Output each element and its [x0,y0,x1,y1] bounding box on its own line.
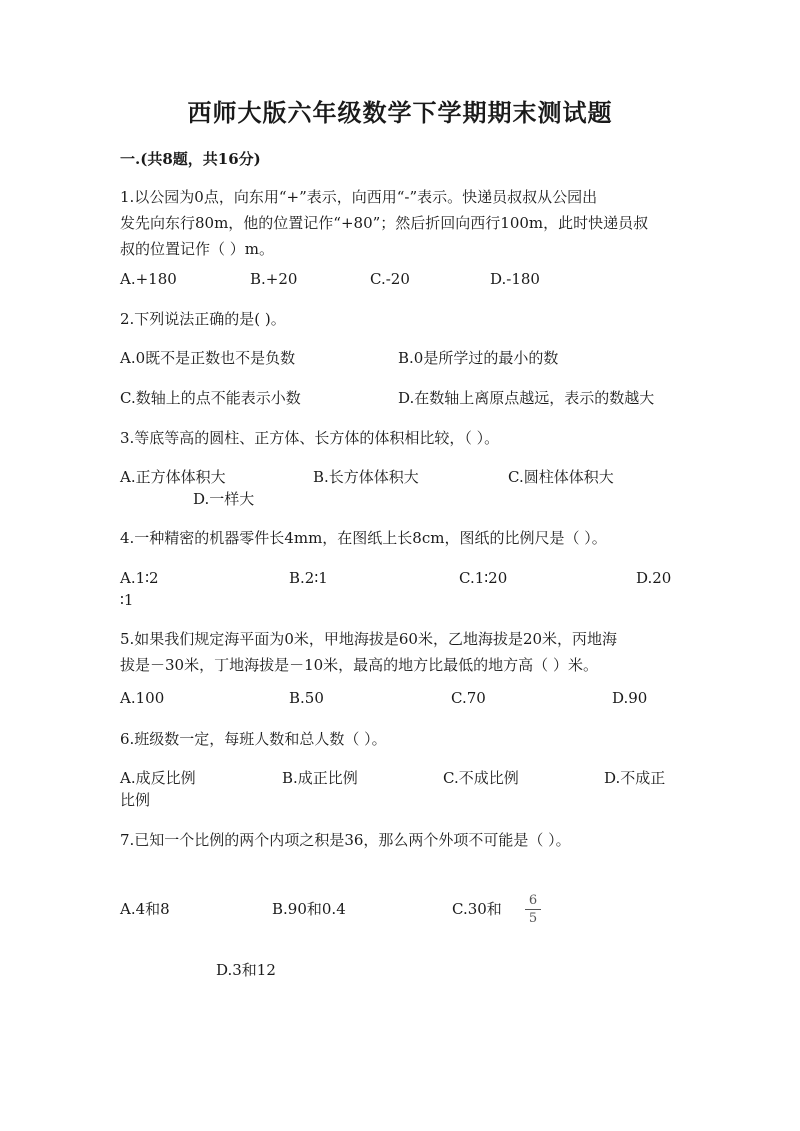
option-a: A.成反比例 [120,769,196,787]
option-b: B.50 [289,689,324,707]
option-d-continued: ∶1 [120,591,134,609]
option-d: D.一样大 [193,490,255,508]
question-line: 6.班级数一定，每班人数和总人数（ ）。 [120,730,387,748]
question-line: 2.下列说法正确的是( )。 [120,310,286,328]
question-line: 3.等底等高的圆柱、正方体、长方体的体积相比较，（ ）。 [120,429,500,447]
question-4 [120,525,607,551]
option-b: B.+20 [250,270,298,288]
option-b: B.0是所学过的最小的数 [398,349,559,367]
option-c: C.70 [451,689,486,707]
question-5 [120,626,617,678]
option-c: C.不成比例 [443,769,519,787]
option-b: B.90和0.4 [272,900,346,918]
option-d: D.90 [612,689,648,707]
option-c: C.1∶20 [459,569,508,587]
option-d: D.不成正 [604,769,666,787]
section-heading: 一.(共8题，共16分) [120,150,261,168]
option-b: B.成正比例 [282,769,358,787]
option-a: A.4和8 [120,900,170,918]
question-7 [120,827,571,853]
option-b: B.长方体体积大 [313,468,419,486]
option-d-continued: 比例 [120,791,151,809]
question-line: 叔的位置记作（ ）m。 [120,240,274,258]
option-c: C.数轴上的点不能表示小数 [120,389,301,407]
fraction-numerator: 6 [528,893,538,908]
option-c: C.30和 [452,900,502,918]
question-line: 7.已知一个比例的两个内项之积是36，那么两个外项不可能是（ ）。 [120,831,571,849]
question-3 [120,425,499,451]
option-a: A.0既不是正数也不是负数 [120,349,296,367]
option-d: D.在数轴上离原点越远，表示的数越大 [398,389,655,407]
question-6 [120,726,387,752]
option-a: A.+180 [120,270,177,288]
page-title: 西师大版六年级数学下学期期末测试题 [187,98,613,127]
question-line: 4.一种精密的机器零件长4mm，在图纸上长8cm，图纸的比例尺是（ ）。 [120,529,607,547]
option-d: D.20 [636,569,672,587]
option-d: D.-180 [490,270,540,288]
question-line: 发先向东行80m，他的位置记作“+80”；然后折回向西行100m，此时快递员叔 [120,214,649,232]
option-a: A.1∶2 [120,569,159,587]
option-c: C.-20 [370,270,410,288]
fraction-denominator: 5 [528,911,538,926]
option-d: D.3和12 [216,961,276,979]
question-line: 5.如果我们规定海平面为0米，甲地海拔是60米，乙地海拔是20米，丙地海 [120,630,618,648]
question-line: 1.以公园为0点，向东用“+”表示，向西用“-”表示。快递员叔叔从公园出 [120,188,598,206]
option-b: B.2∶1 [289,569,328,587]
option-c: C.圆柱体体积大 [508,468,614,486]
fraction-bar [525,909,541,910]
question-line: 拔是－30米，丁地海拔是－10米，最高的地方比最低的地方高（ ）米。 [120,656,598,674]
option-a: A.正方体体积大 [120,468,226,486]
option-a: A.100 [120,689,165,707]
fraction-six-fifths [525,893,541,926]
question-1 [120,184,648,262]
question-2 [120,306,286,332]
